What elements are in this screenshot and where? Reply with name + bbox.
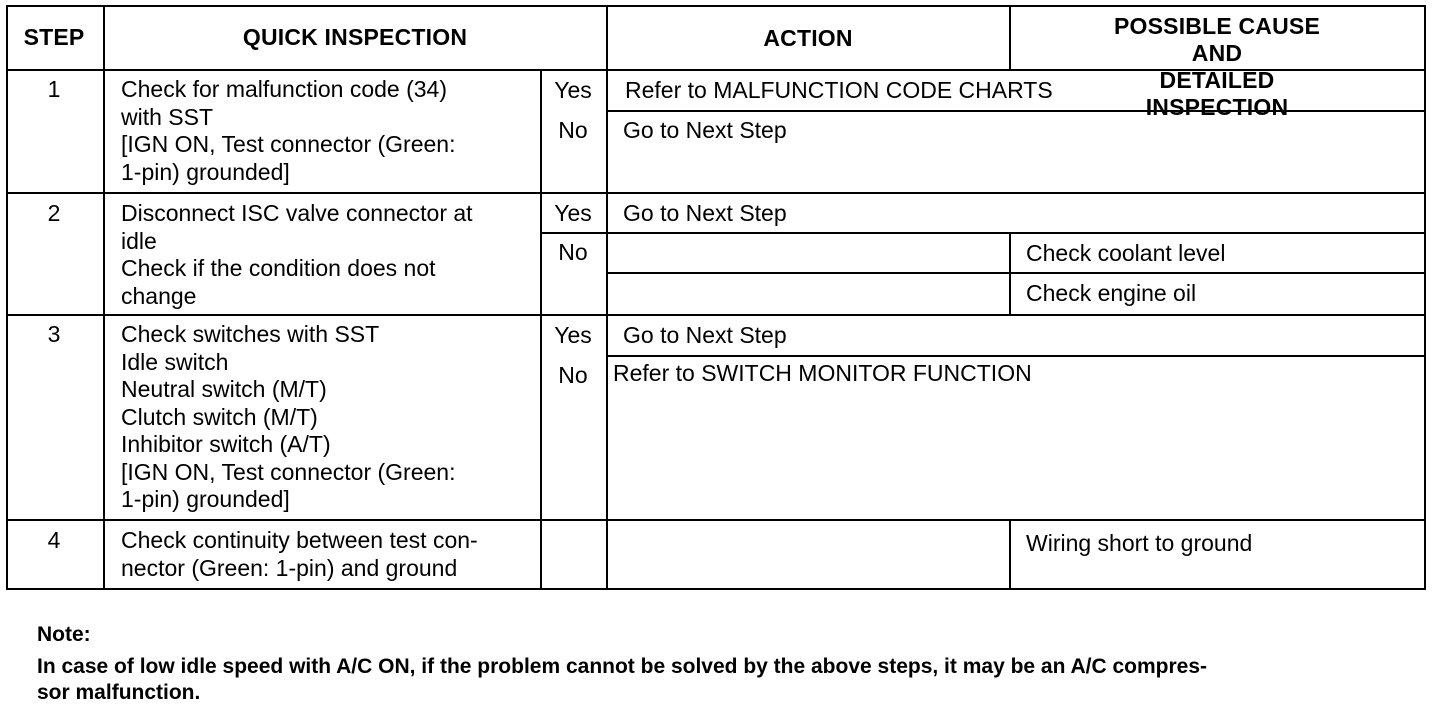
table-border xyxy=(1009,232,1011,316)
table-border xyxy=(6,519,1426,521)
table-border xyxy=(607,272,1426,274)
step-number: 1 xyxy=(47,76,61,102)
yes-label: Yes xyxy=(554,200,592,226)
quick-inspection-text: Check continuity between test con- nector (Green: 1-pin) and ground xyxy=(121,527,478,581)
table-border xyxy=(103,5,105,590)
table-border xyxy=(1009,5,1011,71)
action-text: Refer to MALFUNCTION CODE CHARTS xyxy=(625,77,1053,103)
table-border xyxy=(6,5,1426,7)
header-quick-inspection: QUICK INSPECTION xyxy=(242,24,468,50)
table-border xyxy=(540,232,1426,234)
table-border xyxy=(540,69,542,590)
table-border xyxy=(6,588,1426,590)
header-step: STEP xyxy=(23,24,85,50)
possible-cause-text: Check engine oil xyxy=(1026,280,1197,306)
yes-label: Yes xyxy=(554,322,592,348)
quick-inspection-text: Disconnect ISC valve connector at idle Check if the condition does not change xyxy=(121,200,473,309)
table-border xyxy=(1009,519,1011,590)
yes-label: Yes xyxy=(554,77,592,103)
quick-inspection-text: Check switches with SST Idle switch Neutral switch (M/T) Clutch switch (M/T) Inhibitor switch (A/T) [IGN ON, Test connector (Green: 1-pin) grounded] xyxy=(121,321,456,512)
note-text: In case of low idle speed with A/C ON, if the problem cannot be solved by the above steps, it may be an A/C compres- sor malfunction. xyxy=(37,655,1208,704)
no-label: No xyxy=(558,117,588,143)
action-text: Go to Next Step xyxy=(623,117,787,143)
table-border xyxy=(606,5,608,590)
action-text: Refer to SWITCH MONITOR FUNCTION xyxy=(613,360,1032,386)
action-text: Go to Next Step xyxy=(623,200,787,226)
header-possible-cause: POSSIBLE CAUSE AND DETAILED INSPECTION xyxy=(1113,13,1320,120)
header-action: ACTION xyxy=(763,25,853,51)
possible-cause-text: Check coolant level xyxy=(1026,240,1226,266)
table-border xyxy=(6,5,8,590)
step-number: 2 xyxy=(47,200,61,226)
table-border xyxy=(6,314,1426,316)
table-border xyxy=(607,355,1426,357)
table-border xyxy=(6,192,1426,194)
possible-cause-text: Wiring short to ground xyxy=(1026,530,1253,556)
no-label: No xyxy=(558,239,588,265)
table-border xyxy=(1424,5,1426,590)
quick-inspection-text: Check for malfunction code (34) with SST [IGN ON, Test connector (Green: 1-pin) grounded] xyxy=(121,76,456,185)
note-title: Note: xyxy=(37,623,91,646)
no-label: No xyxy=(558,362,588,388)
step-number: 4 xyxy=(47,527,61,553)
step-number: 3 xyxy=(47,321,61,347)
action-text: Go to Next Step xyxy=(623,322,787,348)
